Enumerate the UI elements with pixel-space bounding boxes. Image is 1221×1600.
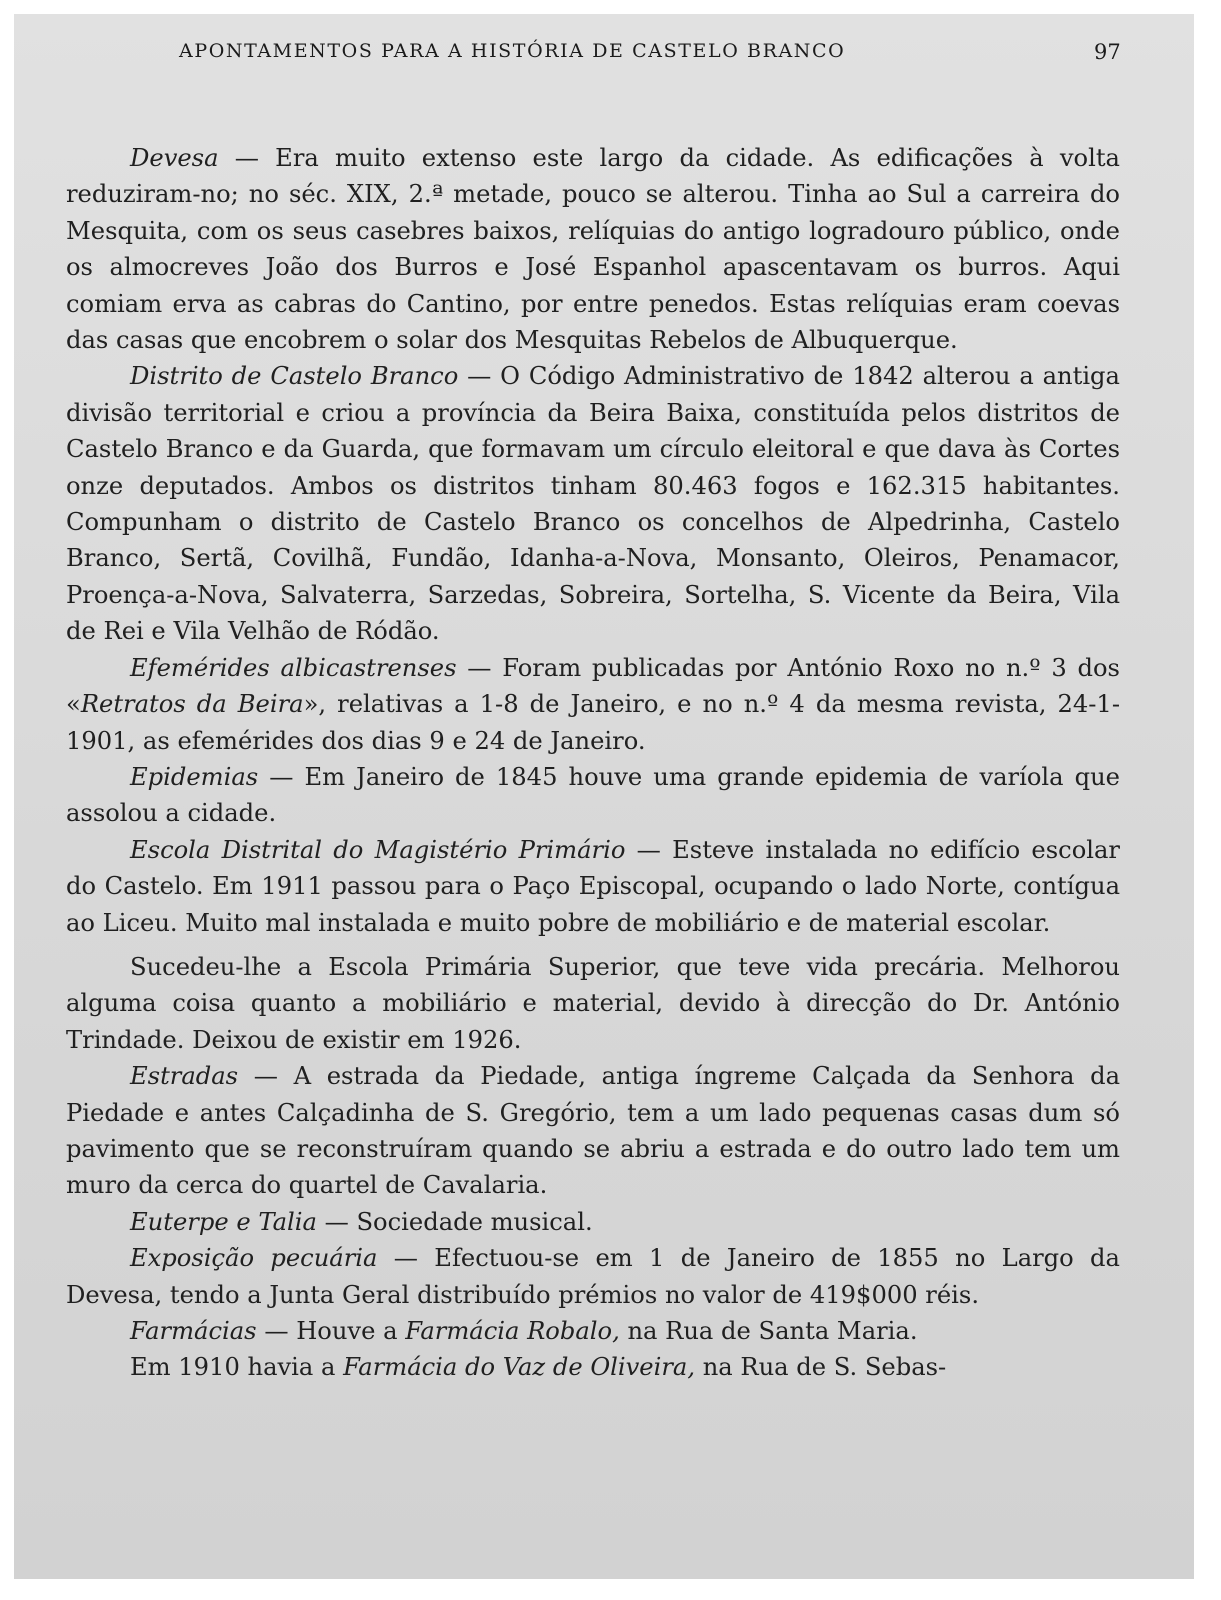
entry-text: Era muito extenso este largo da cidade. As edificações à volta reduziram-no; no séc. XIX, 2.ª metade, pouco se alterou. Tinha ao Sul a carreira do Mesquita, com os seus casebres baixos, relíquias do antigo logradouro público, onde os almocreves João dos Burros e José Espanhol apascentavam os burros. Aqui comiam erva as cabras do Cantino, por entre penedos. Estas relíquias eram coevas das casas que encobrem o solar dos Mesquitas Rebelos de Albuquerque. [66,144,1120,355]
em-dash: — [467,653,492,682]
entry-term: Efemérides albicastrenses [130,653,457,682]
entry-term: Euterpe e Talia [130,1207,317,1236]
entry-text-part-2: », relativas a 1-8 de Janeiro, e no n.º 4 da mesma revista, 24-1-1901, as efemérides dos dias 9 e 24 de Janeiro. [66,690,1120,755]
book-page [14,14,1194,1579]
entry-distrito [66,358,1120,649]
em-dash: — [467,362,492,391]
entry-text: Em Janeiro de 1845 houve uma grande epidemia de varíola que assolou a cidade. [66,762,1120,828]
pharmacy-name: Farmácia Robalo, [405,1317,620,1345]
entry-term: Exposição pecuária [130,1244,378,1273]
pharmacy-name: Farmácia do Vaz de Oliveira, [343,1353,696,1382]
entry-text: O Código Administrativo de 1842 alterou a antiga divisão territorial e criou a província da Beira Baixa, constituída pelos distritos de Castelo Branco e da Guarda, que formavam um círculo eleitoral e que dava às Cortes onze deputados. Ambos os distritos tinham 80.463 fogos e 162.315 habitantes. Compunham o distrito de Castelo Branco os concelhos de Alpedrinha, Castelo Branco, Sertã, Covilhã, Fundão, Idanha-a-Nova, Monsanto, Oleiros, Penamacor, Proença-a-Nova, Salvaterra, Sarzedas, Sobreira, Sortelha, S. Vicente da Beira, Vila de Rei e Vila Velhão de Ródão. [66,362,1120,646]
running-head [14,38,1194,78]
page-number: 97 [1094,40,1121,64]
entry-text: A estrada da Piedade, antiga íngreme Calçada da Senhora da Piedade e antes Calçadinha de S. Gregório, tem a um lado pequenas casas dum só pavimento que se reconstruíram quando se abriu a estrada e do outro lado tem um muro da cerca do quartel de Cavalaria. [66,1062,1120,1200]
entry-text: Sociedade musical. [356,1207,593,1236]
em-dash: — [264,1317,289,1345]
entry-euterpe [66,1204,1120,1240]
body-text [66,140,1120,1386]
entry-text-part-2: na Rua de S. Sebas- [695,1353,947,1382]
entry-term: Devesa [130,144,219,172]
entry-term: Escola Distrital do Magistério Primário [130,835,626,864]
entry-text: Esteve instalada no edifício escolar do Castelo. Em 1911 passou para o Paço Episcopal, ocupando o lado Norte, contígua ao Liceu. Muito mal instalada e muito pobre de mobiliário e de material escolar. [66,835,1120,937]
running-title: APONTAMENTOS PARA A HISTÓRIA DE CASTELO BRANCO [179,40,846,62]
entry-estradas [66,1058,1120,1204]
em-dash: — [324,1207,349,1236]
publication-title: Retratos da Beira [80,690,304,719]
entry-text-part-1: Foram publicadas por António Roxo no n.º 3 dos « [66,653,1120,719]
entry-exposicao [66,1240,1120,1313]
entry-epidemias [66,759,1120,832]
entry-escola-continuation [66,949,1120,1058]
entry-text-part-1: Em 1910 havia a [130,1353,344,1382]
entry-text-part-1: Houve a [296,1317,406,1345]
entry-escola [66,832,1120,941]
entry-text: Efectuou-se em 1 de Janeiro de 1855 no Largo da Devesa, tendo a Junta Geral distribuído prémios no valor de 419$000 réis. [66,1244,1120,1309]
entry-term: Estradas [130,1062,239,1091]
entry-farmacias-continuation [66,1349,1120,1385]
em-dash: — [393,1244,418,1273]
entry-devesa [66,140,1120,358]
entry-term: Distrito de Castelo Branco [130,362,459,391]
em-dash: — [269,762,294,791]
entry-farmacias [66,1313,1120,1349]
entry-term: Farmácias [130,1317,257,1345]
em-dash: — [253,1062,278,1091]
em-dash: — [234,144,259,172]
entry-term: Epidemias [130,762,259,791]
entry-text-part-2: na Rua de Santa Maria. [619,1317,918,1345]
entry-efemerides [66,650,1120,759]
entry-text: Sucedeu-lhe a Escola Primária Superior, que teve vida precária. Melhorou alguma coisa quanto a mobiliário e material, devido à direcção do Dr. António Trindade. Deixou de existir em 1926. [66,952,1120,1054]
em-dash: — [636,835,661,864]
